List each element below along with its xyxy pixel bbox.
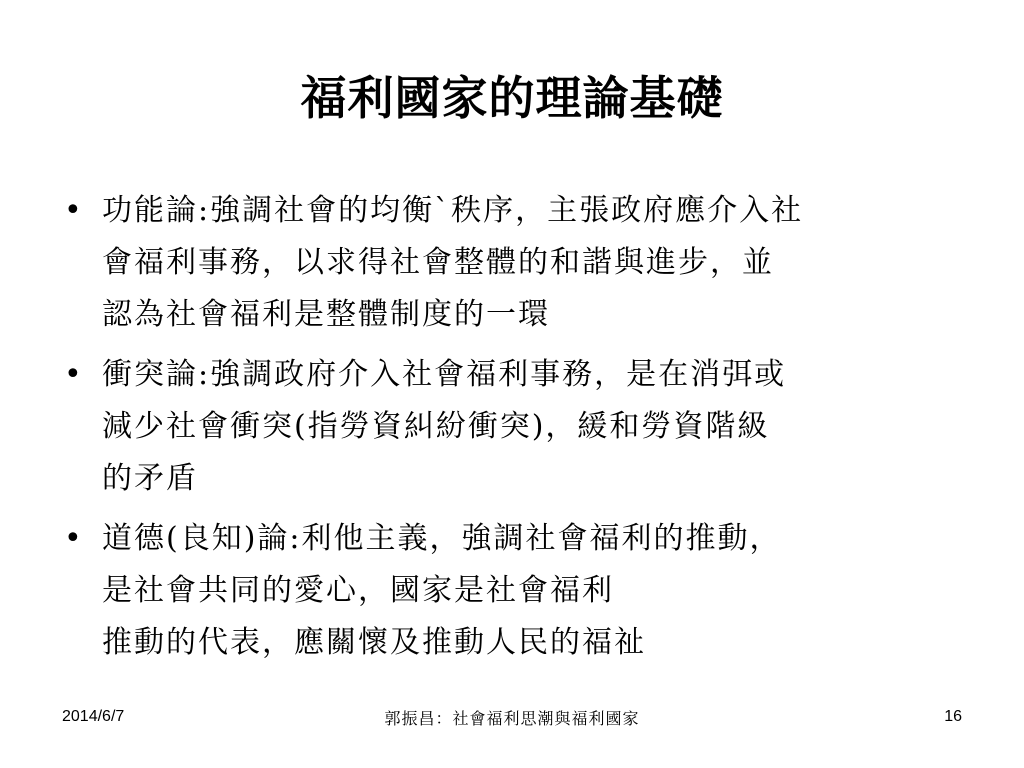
bullet-line: 認為社會福利是整體制度的一環 xyxy=(102,297,550,332)
bullet-line: 是社會共同的愛心，國家是社會福利 xyxy=(102,573,614,608)
footer-title: 郭振昌：社會福利思潮與福利國家 xyxy=(384,709,640,728)
bullet-item-functionalism xyxy=(62,185,972,341)
bullet-line: 減少社會衝突(指勞資糾紛衝突)，緩和勞資階級 xyxy=(102,409,770,444)
bullet-dot-icon: • xyxy=(64,357,82,392)
bullet-dot-icon: • xyxy=(64,193,82,228)
bullet-line: 道德(良知)論:利他主義，強調社會福利的推動， xyxy=(102,521,782,556)
bullet-list xyxy=(62,185,972,677)
bullet-dot-icon: • xyxy=(64,521,82,556)
bullet-line: 推動的代表，應關懷及推動人民的福祉 xyxy=(102,625,646,660)
page-number: 16 xyxy=(944,708,962,725)
slide-title: 福利國家的理論基礎 xyxy=(300,71,724,125)
bullet-line: 功能論:強調社會的均衡`秩序，主張政府應介入社 xyxy=(102,193,804,228)
bullet-line: 會福利事務，以求得社會整體的和諧與進步，並 xyxy=(102,245,774,280)
bullet-line: 衝突論:強調政府介入社會福利事務，是在消弭或 xyxy=(102,357,787,392)
footer-date: 2014/6/7 xyxy=(62,708,125,725)
bullet-line: 的矛盾 xyxy=(102,461,198,496)
bullet-item-conflict-theory xyxy=(62,349,972,505)
bullet-item-moral-theory xyxy=(62,513,972,669)
